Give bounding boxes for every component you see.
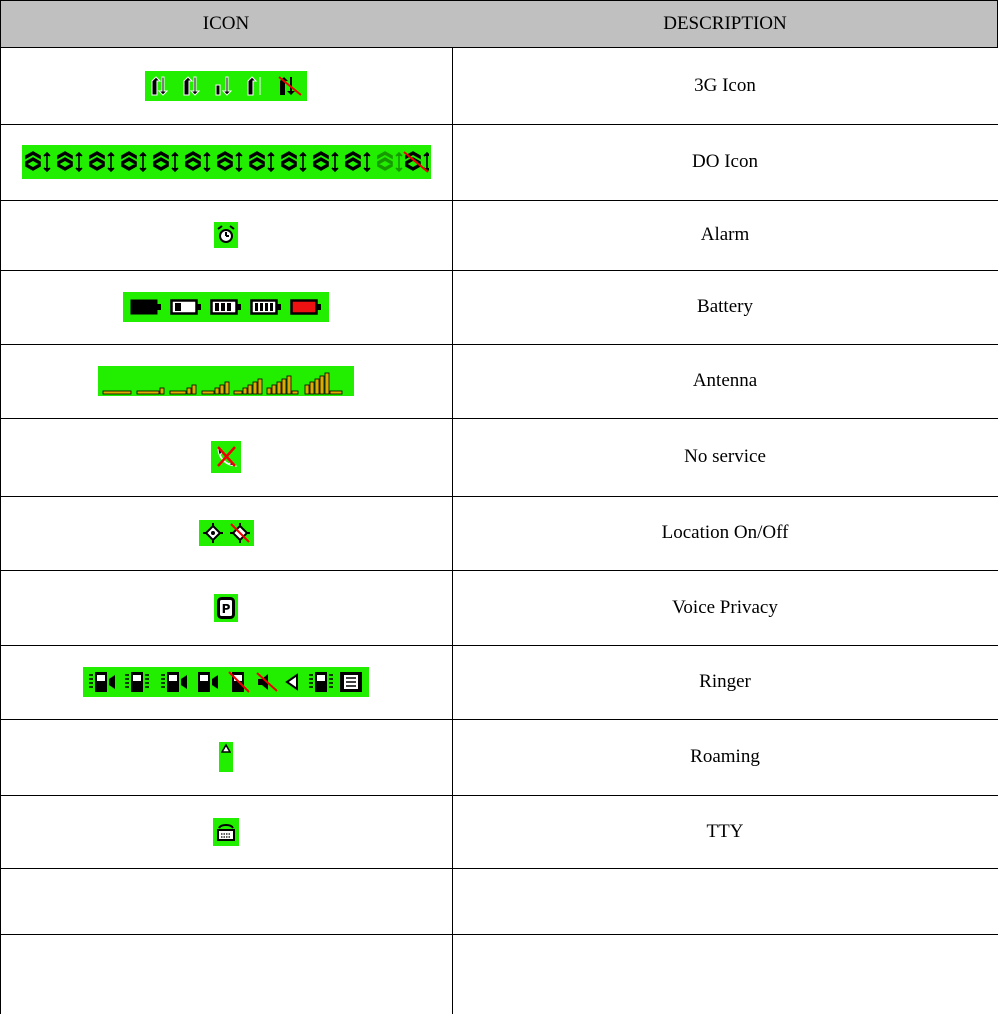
description-cell: Antenna [692,370,758,391]
icon-cell [0,795,452,868]
table-row [0,344,998,418]
table-row [0,645,998,719]
description-cell [452,934,998,1014]
column-divider [452,47,453,1014]
row-divider [0,344,998,345]
table-row [0,124,998,200]
icon-cell [0,570,452,645]
svg-text:P: P [221,601,231,616]
icon-cell [0,200,452,270]
battery-icon [123,292,329,322]
table-header-row [0,0,998,47]
row-divider [0,47,998,48]
icon-cell [0,418,452,496]
do-icon-sequence [24,150,429,174]
table-row [0,270,998,344]
icon-cell [0,719,452,795]
row-divider [0,868,998,869]
alarm-icon [214,222,238,248]
voice-privacy-icon [214,594,238,622]
description-cell: Voice Privacy [672,596,778,618]
location-icon [199,520,254,546]
icon-cell [0,496,452,570]
no-service-icon [211,441,241,473]
row-divider [0,200,998,201]
row-divider [0,124,998,125]
description-cell: Ringer [699,671,751,692]
table-row [0,47,998,124]
table-row [0,868,998,934]
icon-cell [0,47,452,124]
description-cell: Alarm [700,224,750,245]
icon-cell [0,124,452,200]
description-cell: Battery [697,296,753,317]
table-row [0,496,998,570]
table-row [0,570,998,645]
icon-cell [0,645,452,719]
antenna-levels [101,370,351,396]
row-divider [0,795,998,796]
header-icon: ICON [202,12,250,34]
roaming-icon [219,742,233,772]
icon-cell [0,344,452,418]
3g-icon [145,71,307,101]
header-description: DESCRIPTION [663,12,787,34]
row-divider [0,496,998,497]
icon-cell [0,868,452,934]
ringer-icon [83,667,369,697]
description-cell: Location On/Off [661,522,789,543]
icon-cell [0,270,452,344]
table-row [0,418,998,496]
description-cell: Roaming [690,746,760,767]
row-divider [0,645,998,646]
row-divider [0,934,998,935]
row-divider [0,719,998,720]
table-row [0,795,998,868]
antenna-icon [98,366,354,396]
description-cell: DO Icon [692,151,758,172]
description-cell: TTY [706,820,744,842]
table-row [0,200,998,270]
table-border-top [0,0,998,1]
row-divider [0,570,998,571]
tty-icon [213,818,239,846]
table-row [0,719,998,795]
description-cell: 3G Icon [694,74,756,96]
row-divider [0,270,998,271]
icon-cell [0,934,452,1014]
description-cell: No service [684,446,766,467]
do-icon [22,145,431,179]
row-divider [0,418,998,419]
table-row [0,934,998,1014]
description-cell [452,868,998,934]
table-border-left [0,0,1,1014]
